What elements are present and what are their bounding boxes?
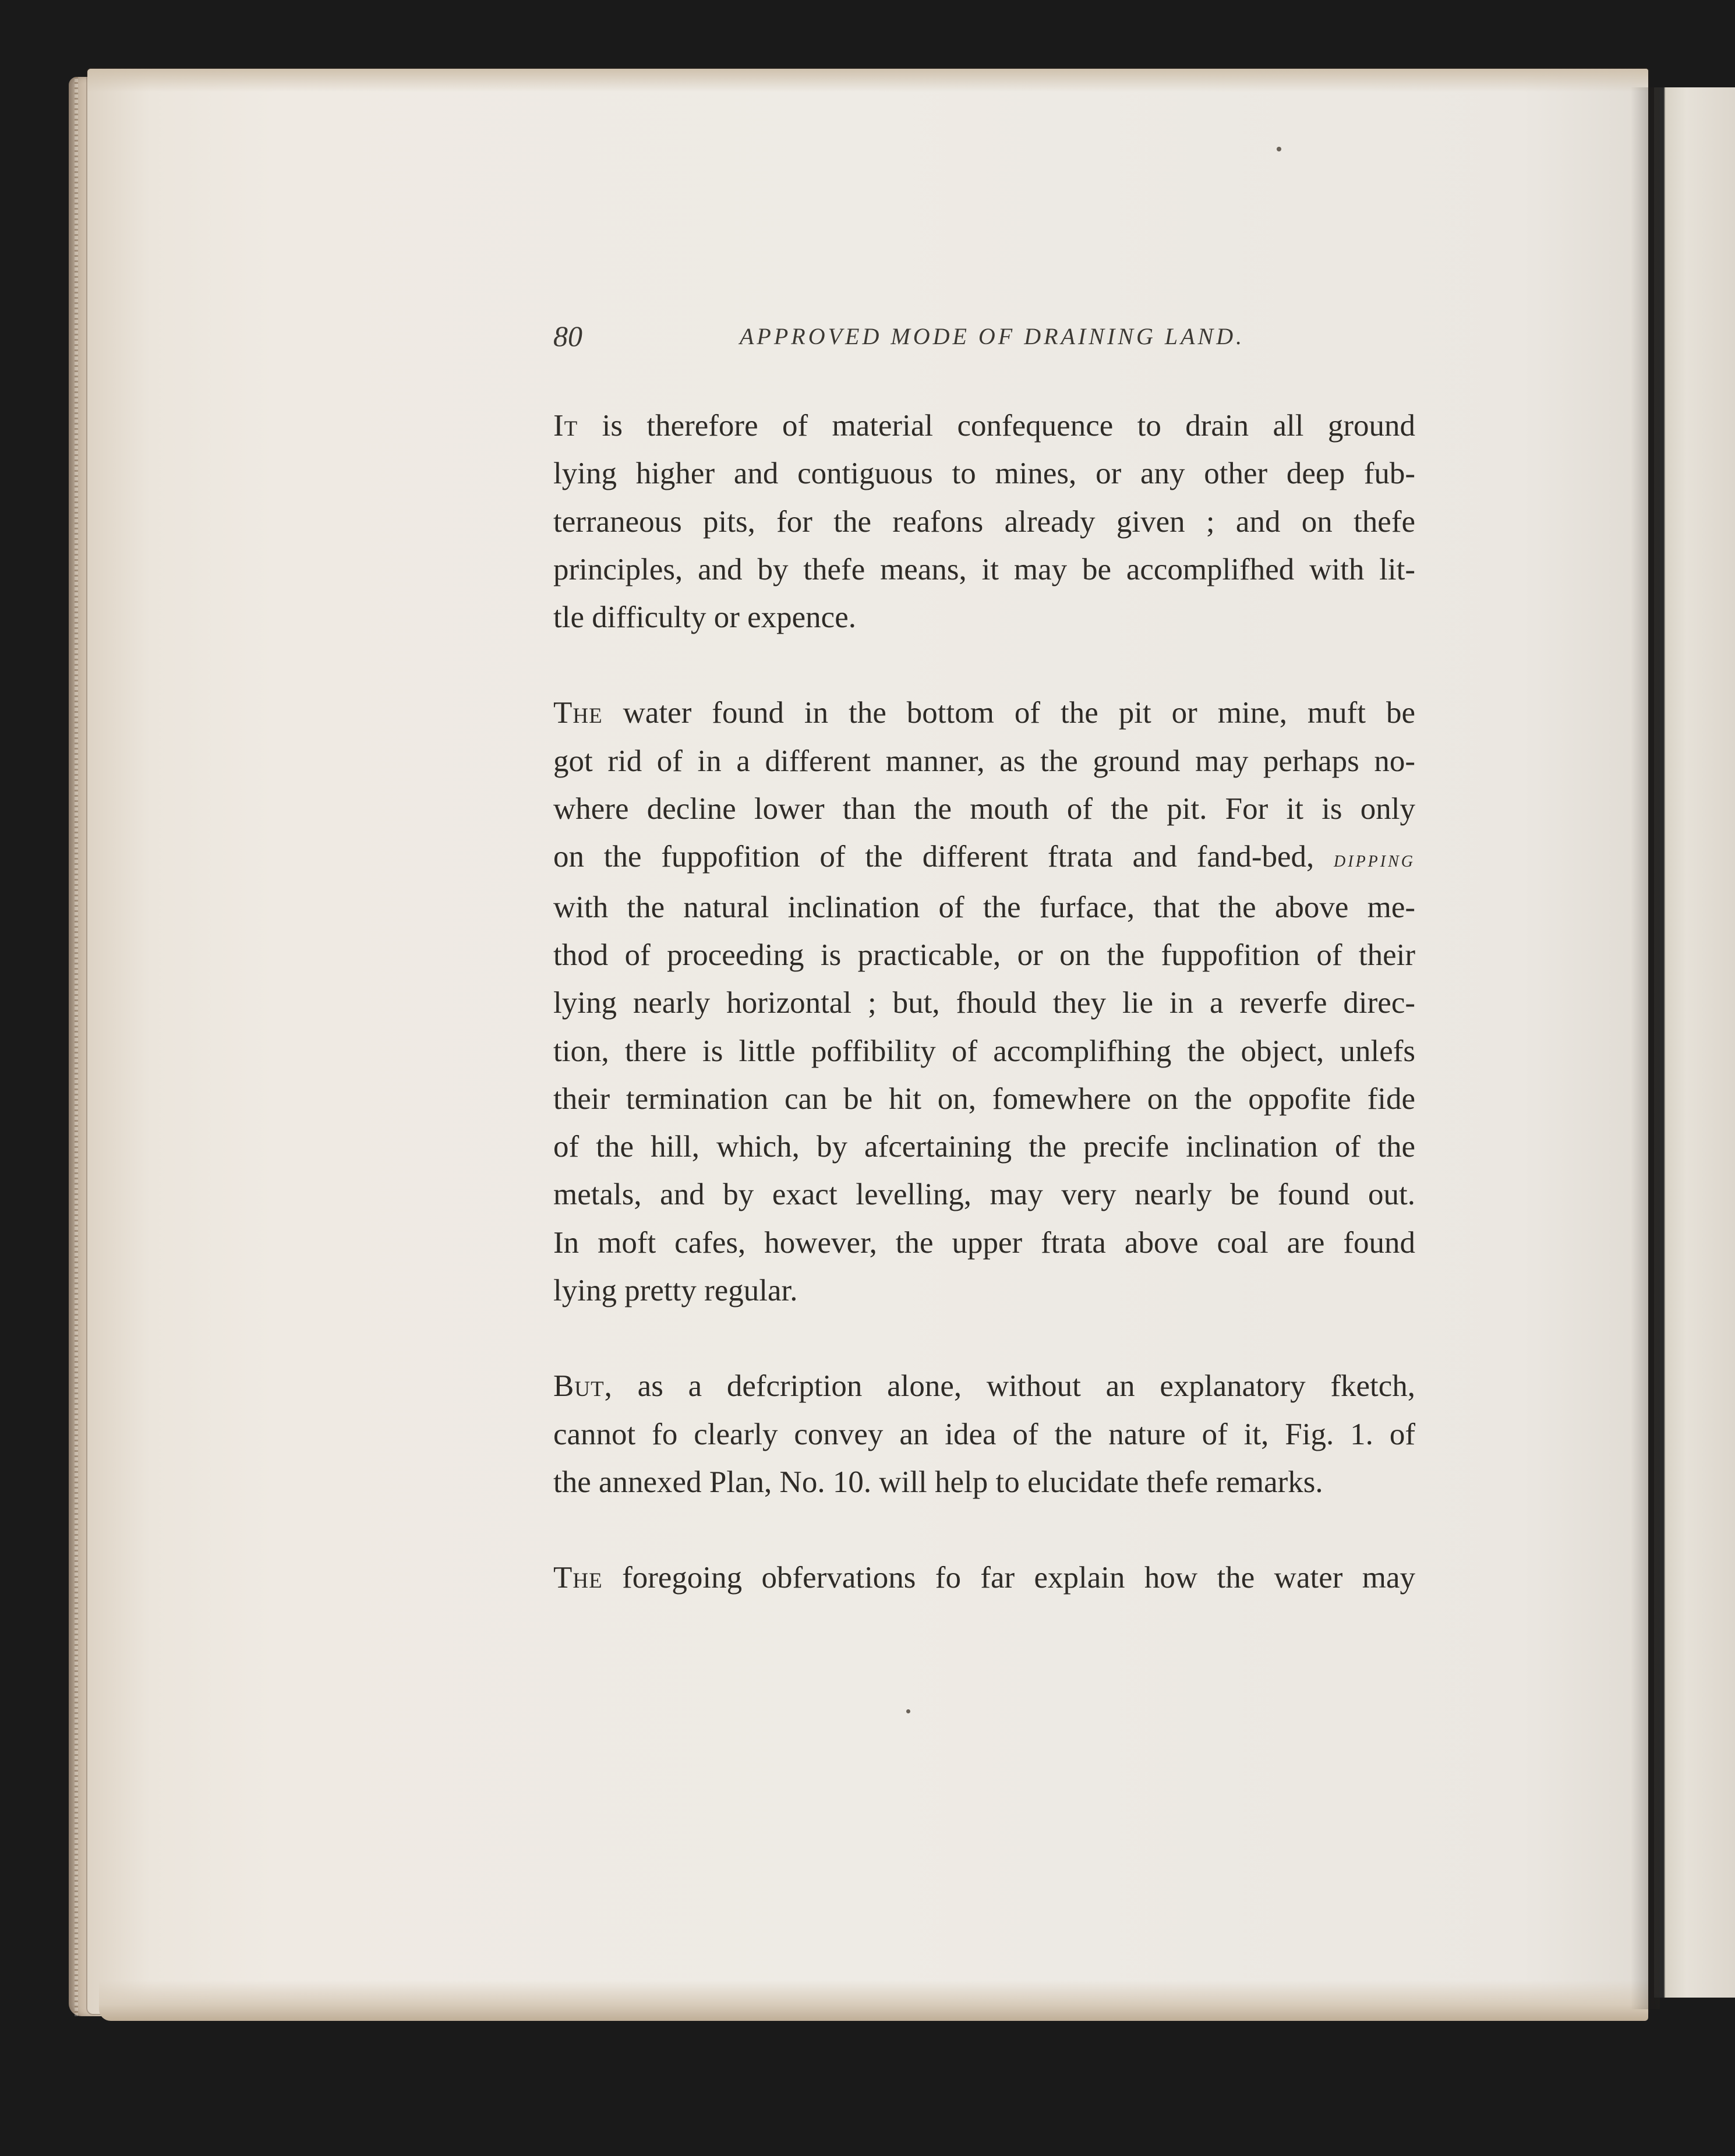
text-line: lying pretty regular. bbox=[553, 1274, 798, 1308]
text-line: with the natural inclination of the furface, that the above me- bbox=[553, 890, 1415, 924]
page-top-edge bbox=[87, 69, 1648, 92]
text-line: It is therefore of material confequence to drain all ground bbox=[553, 409, 1415, 443]
text-line: their termination can be hit on, fomewhere on the oppofite fide bbox=[553, 1081, 1415, 1116]
text-line: of the hill, which, by afcertaining the precife inclination of the bbox=[553, 1130, 1415, 1164]
text-line: on the fuppofition of the different ftrata and fand-bed, dipping bbox=[553, 840, 1416, 874]
body-text bbox=[553, 402, 1415, 1602]
paragraph bbox=[553, 1554, 1415, 1602]
text-line: tle difficulty or expence. bbox=[553, 600, 856, 635]
text-line: But, as a defcription alone, without an explanatory fketch, bbox=[553, 1369, 1415, 1404]
paragraph-lead: The bbox=[553, 696, 603, 730]
text-line: lying nearly horizontal ; but, fhould they lie in a reverfe direc- bbox=[553, 986, 1415, 1020]
text-line: cannot fo clearly convey an idea of the nature of it, Fig. 1. of bbox=[553, 1417, 1415, 1451]
text-line: The foregoing obfervations fo far explain how the water may bbox=[553, 1561, 1415, 1595]
paragraph-lead: But, bbox=[553, 1369, 613, 1404]
facing-page-edge bbox=[1654, 87, 1735, 1998]
page-bottom-edge bbox=[99, 1980, 1648, 2021]
text-line: In moft cafes, however, the upper ftrata above coal are found bbox=[553, 1225, 1415, 1260]
text-line: got rid of in a different manner, as the ground may perhaps no- bbox=[553, 744, 1415, 778]
paragraph bbox=[553, 689, 1415, 1314]
paragraph bbox=[553, 402, 1415, 641]
text-line: thod of proceeding is practicable, or on the fuppofition of their bbox=[553, 938, 1415, 972]
text-line: terraneous pits, for the reafons already given ; and on thefe bbox=[553, 504, 1415, 539]
text-line: tion, there is little poffibility of accomplifhing the object, unlefs bbox=[553, 1034, 1415, 1068]
paragraph-lead: The bbox=[553, 1561, 603, 1595]
text-line: lying higher and contiguous to mines, or any other deep fub- bbox=[553, 457, 1415, 491]
text-line: the annexed Plan, No. 10. will help to elucidate thefe remarks. bbox=[553, 1465, 1323, 1499]
text-line: The water found in the bottom of the pit or mine, muft be bbox=[553, 696, 1415, 730]
emphasis-word: dipping bbox=[1334, 846, 1416, 872]
text-line: metals, and by exact levelling, may very nearly be found out. bbox=[553, 1178, 1415, 1212]
paragraph-lead: It bbox=[553, 409, 578, 443]
paragraph bbox=[553, 1362, 1415, 1506]
text-line: where decline lower than the mouth of the pit. For it is only bbox=[553, 792, 1415, 826]
running-title: APPROVED MODE OF DRAINING LAND. bbox=[740, 323, 1245, 349]
paper-speck bbox=[906, 1709, 910, 1713]
text-line: principles, and by thefe means, it may be accomplifhed with lit- bbox=[553, 552, 1415, 586]
gutter-shadow bbox=[1631, 87, 1660, 2009]
paper-speck bbox=[1277, 147, 1281, 151]
page-number: 80 bbox=[553, 320, 582, 352]
